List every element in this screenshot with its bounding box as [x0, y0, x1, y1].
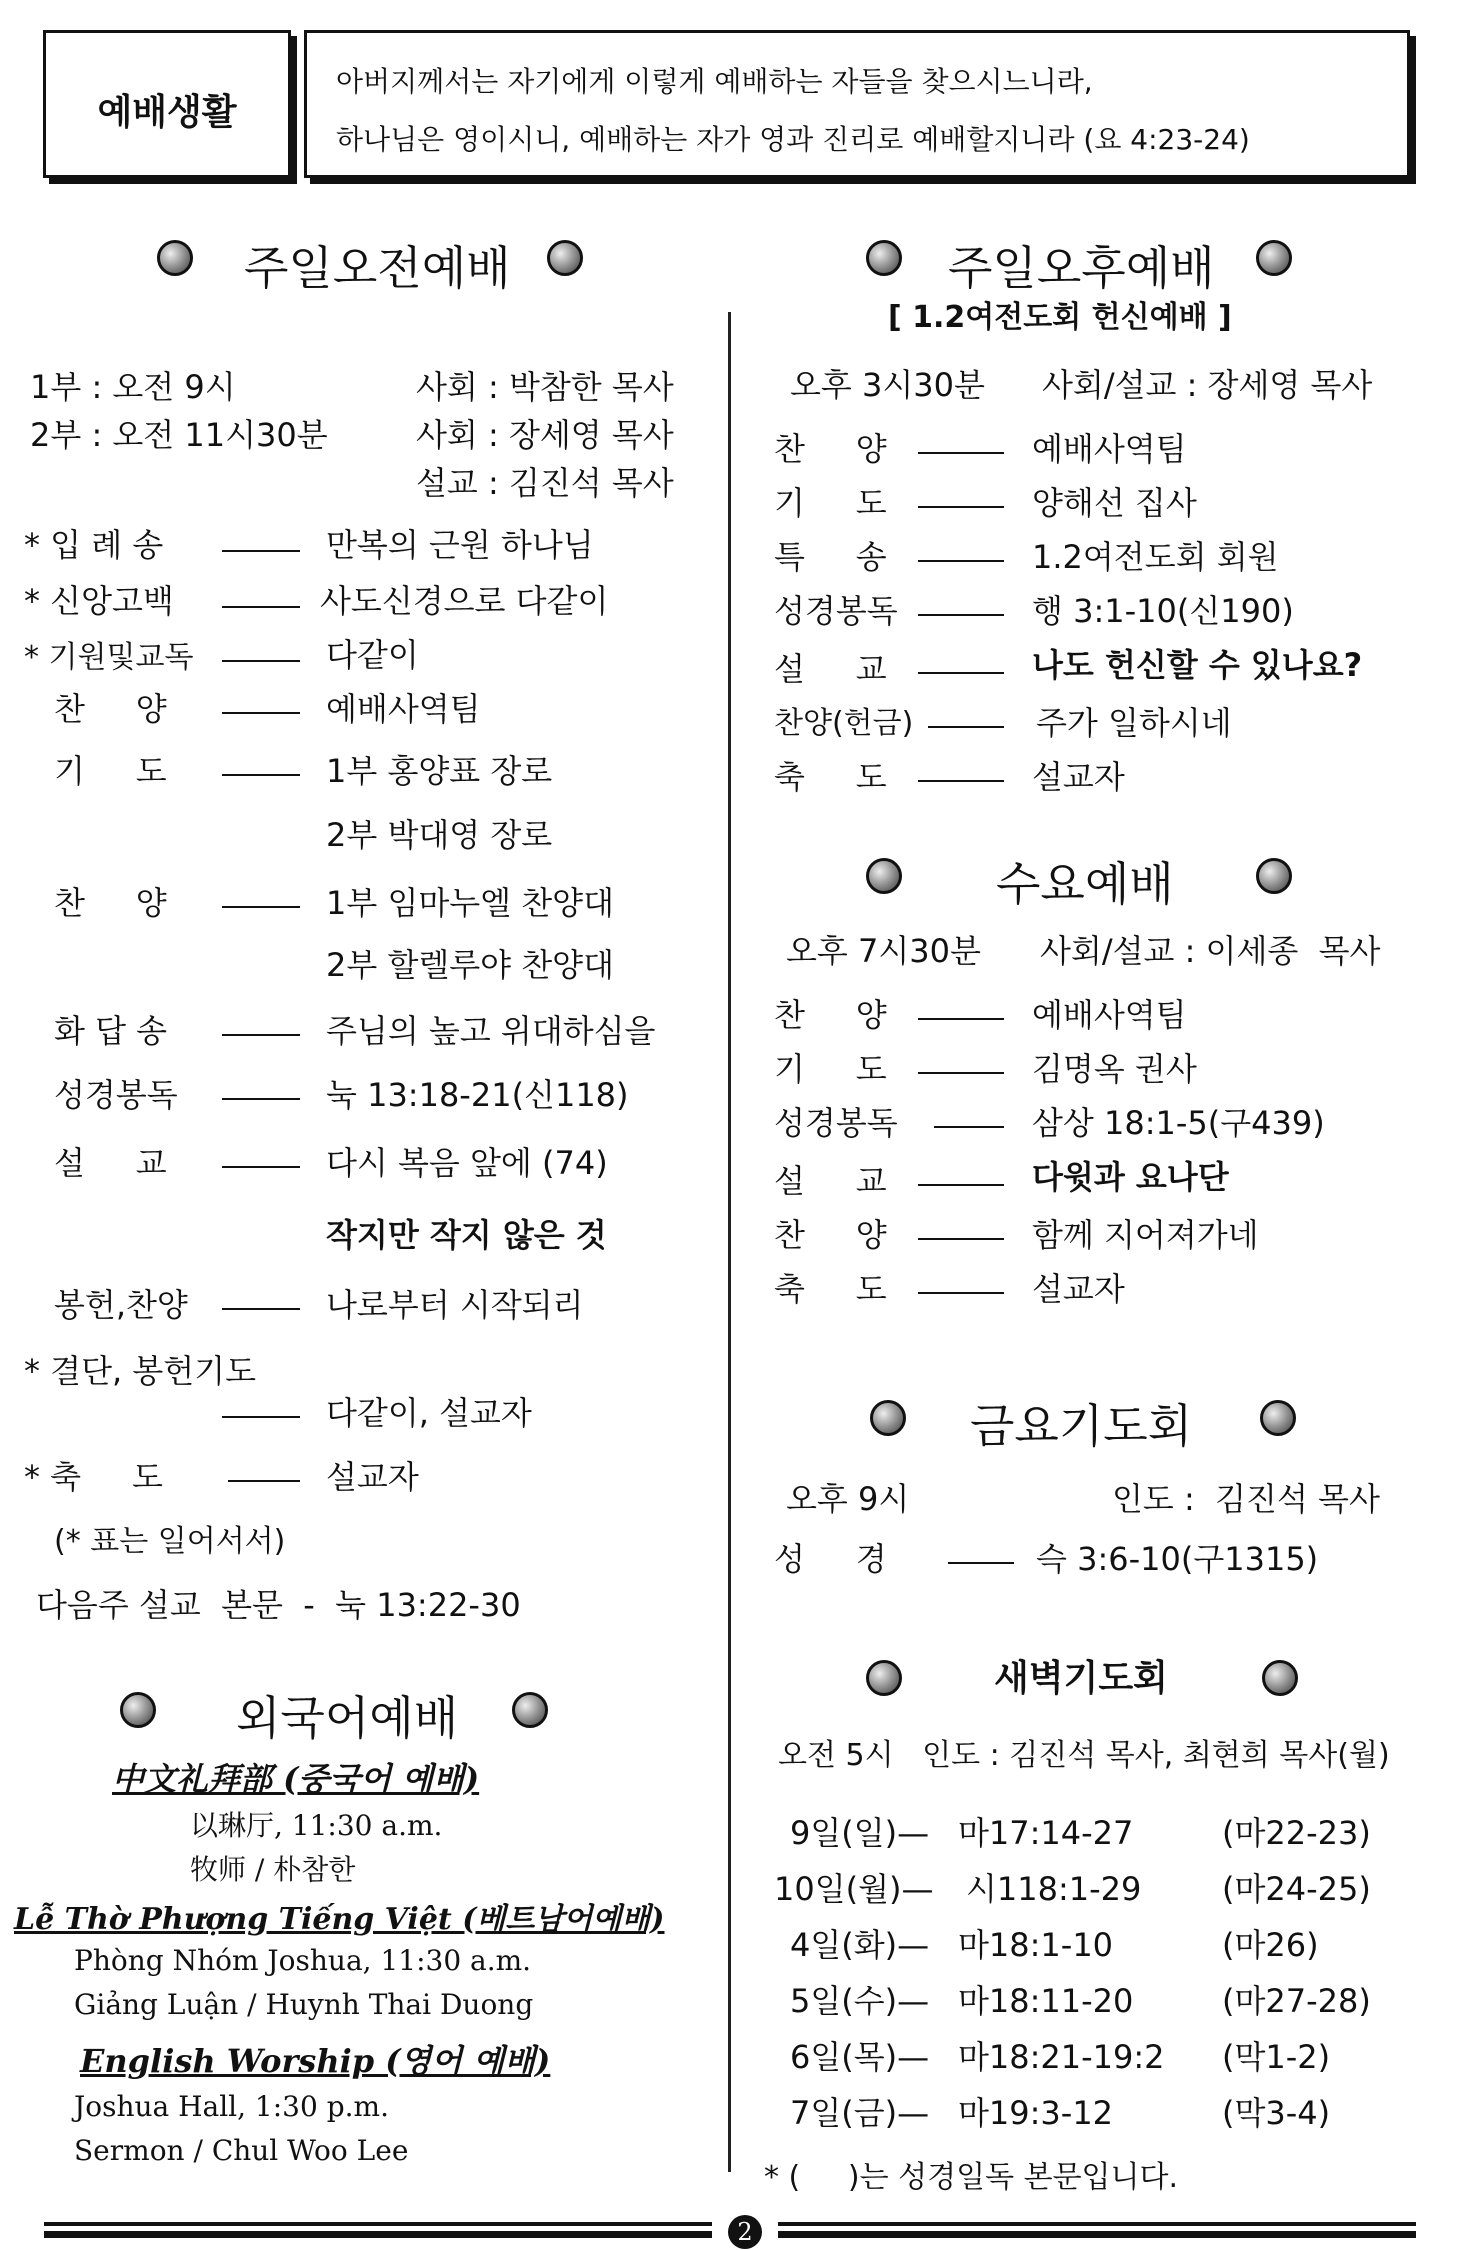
english-line2: Sermon / Chul Woo Lee	[74, 2134, 409, 2167]
order-dash	[222, 540, 300, 559]
dawn-reading: (마24-25)	[1222, 1870, 1371, 1908]
bullet-circle-icon	[157, 240, 193, 276]
order-value-2: 2부 박대영 장로	[326, 816, 553, 854]
dawn-passage: 마18:11-20	[958, 1982, 1134, 2020]
order-dash	[222, 896, 300, 915]
order-value: 함께 지어져가네	[1032, 1216, 1259, 1254]
order-label: 축 도	[774, 758, 887, 796]
order-dash	[222, 702, 300, 721]
order-dash	[222, 596, 300, 615]
dawn-reading: (마22-23)	[1222, 1814, 1371, 1852]
order-label: * 축 도	[24, 1458, 163, 1496]
order-value: 예배사역팀	[1032, 996, 1187, 1034]
vietnamese-title: Lễ Thờ Phượng Tiếng Việt (베트남어예배)	[14, 1902, 665, 1937]
order-dash	[222, 650, 300, 669]
order-value: 김명옥 권사	[1032, 1050, 1197, 1088]
header-label: 예배생활	[97, 92, 237, 133]
afternoon-officiant: 사회/설교 : 장세영 목사	[1042, 366, 1373, 404]
order-dash	[918, 770, 1004, 789]
order-dash	[918, 1174, 1004, 1193]
order-label: 찬 양	[774, 430, 887, 468]
order-label: 봉헌,찬양	[54, 1286, 188, 1324]
dawn-passage: 시118:1-29	[966, 1870, 1142, 1908]
order-label: 설 교	[774, 650, 887, 688]
order-value: 1부 홍양표 장로	[326, 752, 553, 790]
order-label: * 기원및교독	[24, 640, 194, 675]
page-number: 2	[728, 2215, 762, 2249]
officiant2: 사회 : 장세영 목사	[416, 416, 674, 454]
sunday-morning-title: 주일오전예배	[244, 241, 511, 295]
bullet-circle-icon	[120, 1692, 156, 1728]
order-dash	[222, 1406, 300, 1425]
order-label: 설 교	[54, 1144, 167, 1182]
english-title: English Worship (영어 예배)	[80, 2042, 551, 2080]
order-dash	[918, 662, 1004, 681]
officiant1: 사회 : 박참한 목사	[416, 368, 674, 406]
order-dash	[928, 716, 1004, 735]
order-label: * 신앙고백	[24, 582, 174, 620]
bullet-circle-icon	[866, 1660, 902, 1696]
dawn-day: 6일(목)—	[790, 2038, 930, 2076]
order-label: 찬 양	[54, 690, 167, 728]
order-dash	[918, 550, 1004, 569]
order-dash	[948, 1552, 1014, 1571]
order-value: 다시 복음 앞에 (74)	[326, 1144, 608, 1182]
order-dash	[918, 442, 1004, 461]
sunday-afternoon-subtitle: [ 1.2여전도회 헌신예배 ]	[888, 300, 1232, 335]
order-value: 예배사역팀	[1032, 430, 1187, 468]
friday-title: 금요기도회	[970, 1399, 1193, 1453]
bullet-circle-icon	[1256, 240, 1292, 276]
foreign-title: 외국어예배	[236, 1691, 459, 1745]
chinese-line1: 以琳厅, 11:30 a.m.	[190, 1809, 443, 1842]
column-divider	[728, 312, 731, 2172]
order-value-2: 2부 할렐루야 찬양대	[326, 946, 614, 984]
order-label: 찬 양	[774, 996, 887, 1034]
bullet-circle-icon	[547, 240, 583, 276]
order-label: 화 답 송	[54, 1012, 168, 1050]
order-value: 1.2여전도회 회원	[1032, 538, 1279, 576]
order-dash	[918, 1062, 1004, 1081]
wednesday-sermon-title: 다윗과 요나단	[1032, 1158, 1229, 1196]
order-label: 성경봉독	[54, 1076, 178, 1114]
order-label: 성경봉독	[774, 1104, 898, 1142]
next-sermon: 다음주 설교 본문 - 눅 13:22-30	[36, 1586, 521, 1624]
order-value: 나로부터 시작되리	[326, 1286, 584, 1324]
order-dash	[918, 604, 1004, 623]
header-verse-line2: 하나님은 영이시니, 예배하는 자가 영과 진리로 예배할지니라 (요 4:23-24)	[336, 123, 1250, 156]
bullet-circle-icon	[870, 1400, 906, 1436]
service2-time: 2부 : 오전 11시30분	[30, 416, 328, 454]
dawn-passage: 마18:1-10	[958, 1926, 1114, 1964]
order-label: 찬 양	[54, 884, 167, 922]
english-line1: Joshua Hall, 1:30 p.m.	[74, 2090, 389, 2123]
dawn-passage: 마19:3-12	[958, 2094, 1114, 2132]
wednesday-officiant: 사회/설교 : 이세종 목사	[1040, 932, 1381, 970]
footer-rule-left	[44, 2222, 712, 2238]
order-label: 찬양(헌금)	[774, 706, 914, 741]
order-label: 찬 양	[774, 1216, 887, 1254]
wednesday-title: 수요예배	[996, 857, 1174, 911]
bullet-circle-icon	[866, 240, 902, 276]
service1-time: 1부 : 오전 9시	[30, 368, 236, 406]
order-dash	[228, 1470, 300, 1489]
bullet-circle-icon	[1262, 1660, 1298, 1696]
bullet-circle-icon	[866, 858, 902, 894]
dawn-reading: (막1-2)	[1222, 2038, 1331, 2076]
preacher: 설교 : 김진석 목사	[416, 464, 674, 502]
order-label: 설 교	[774, 1162, 887, 1200]
order-label: 기 도	[54, 752, 167, 790]
order-label: 기 도	[774, 484, 887, 522]
order-dash	[222, 1156, 300, 1175]
dawn-title: 새벽기도회	[994, 1658, 1168, 1699]
order-dash	[934, 1116, 1004, 1135]
friday-scripture-label: 성 경	[774, 1540, 887, 1578]
order-value: 주님의 높고 위대하심을	[326, 1012, 656, 1050]
dawn-passage: 마17:14-27	[958, 1814, 1134, 1852]
order-dash	[222, 1298, 300, 1317]
dawn-reading: (마27-28)	[1222, 1982, 1371, 2020]
order-value: 눅 13:18-21(신118)	[326, 1076, 629, 1114]
order-label: * 결단, 봉헌기도	[24, 1352, 256, 1390]
order-dash	[918, 496, 1004, 515]
dawn-info: 오전 5시 인도 : 김진석 목사, 최현희 목사(월)	[778, 1738, 1390, 1773]
chinese-line2: 牧师 / 朴참한	[190, 1853, 356, 1886]
vietnamese-line1: Phòng Nhóm Joshua, 11:30 a.m.	[74, 1944, 532, 1977]
order-label: 성경봉독	[774, 592, 898, 630]
dawn-day: 5일(수)—	[790, 1982, 930, 2020]
dawn-day: 10일(월)—	[774, 1870, 934, 1908]
afternoon-time: 오후 3시30분	[790, 366, 985, 404]
order-value: 설교자	[1032, 1270, 1125, 1308]
order-dash	[918, 1008, 1004, 1027]
order-value: 다같이, 설교자	[326, 1394, 532, 1432]
order-value: 설교자	[1032, 758, 1125, 796]
friday-leader: 인도 : 김진석 목사	[1112, 1480, 1380, 1518]
order-dash	[222, 1088, 300, 1107]
vietnamese-line2: Giảng Luận / Huynh Thai Duong	[74, 1988, 534, 2021]
order-value: 예배사역팀	[326, 690, 481, 728]
dawn-day: 9일(일)—	[790, 1814, 930, 1852]
footer-rule-right	[778, 2222, 1416, 2238]
header-verse-line1: 아버지께서는 자기에게 이렇게 예배하는 자들을 찾으시느니라,	[336, 65, 1093, 98]
order-dash	[918, 1282, 1004, 1301]
sermon-title: 작지만 작지 않은 것	[326, 1216, 607, 1254]
friday-time: 오후 9시	[786, 1480, 910, 1518]
order-value: 삼상 18:1-5(구439)	[1032, 1104, 1325, 1142]
order-label: * 입 례 송	[24, 526, 164, 564]
order-value: 만복의 근원 하나님	[326, 526, 594, 564]
standing-note: (* 표는 일어서서)	[54, 1524, 286, 1559]
order-label: 축 도	[774, 1270, 887, 1308]
dawn-day: 7일(금)—	[790, 2094, 930, 2132]
order-value: 양해선 집사	[1032, 484, 1197, 522]
sunday-afternoon-title: 주일오후예배	[948, 241, 1215, 295]
order-value: 1부 임마누엘 찬양대	[326, 884, 614, 922]
wednesday-time: 오후 7시30분	[786, 932, 981, 970]
order-label: 특 송	[774, 538, 887, 576]
afternoon-sermon-title: 나도 헌신할 수 있나요?	[1032, 646, 1363, 684]
order-label: 기 도	[774, 1050, 887, 1088]
dawn-passage: 마18:21-19:2	[958, 2038, 1165, 2076]
order-dash	[222, 764, 300, 783]
chinese-title: 中文礼拜部 (중국어 예배)	[112, 1760, 480, 1798]
order-value: 사도신경으로 다같이	[320, 582, 609, 620]
dawn-reading: (마26)	[1222, 1926, 1319, 1964]
dawn-note: * ( )는 성경일독 본문입니다.	[764, 2160, 1179, 2195]
order-value: 주가 일하시네	[1036, 704, 1232, 742]
order-value: 행 3:1-10(신190)	[1032, 592, 1294, 630]
bullet-circle-icon	[1260, 1400, 1296, 1436]
bullet-circle-icon	[512, 1692, 548, 1728]
order-value: 설교자	[326, 1458, 419, 1496]
order-dash	[222, 1024, 300, 1043]
dawn-reading: (막3-4)	[1222, 2094, 1331, 2132]
friday-scripture: 슥 3:6-10(구1315)	[1036, 1540, 1319, 1578]
dawn-day: 4일(화)—	[790, 1926, 930, 1964]
order-dash	[918, 1228, 1004, 1247]
order-value: 다같이	[326, 636, 419, 674]
bullet-circle-icon	[1256, 858, 1292, 894]
